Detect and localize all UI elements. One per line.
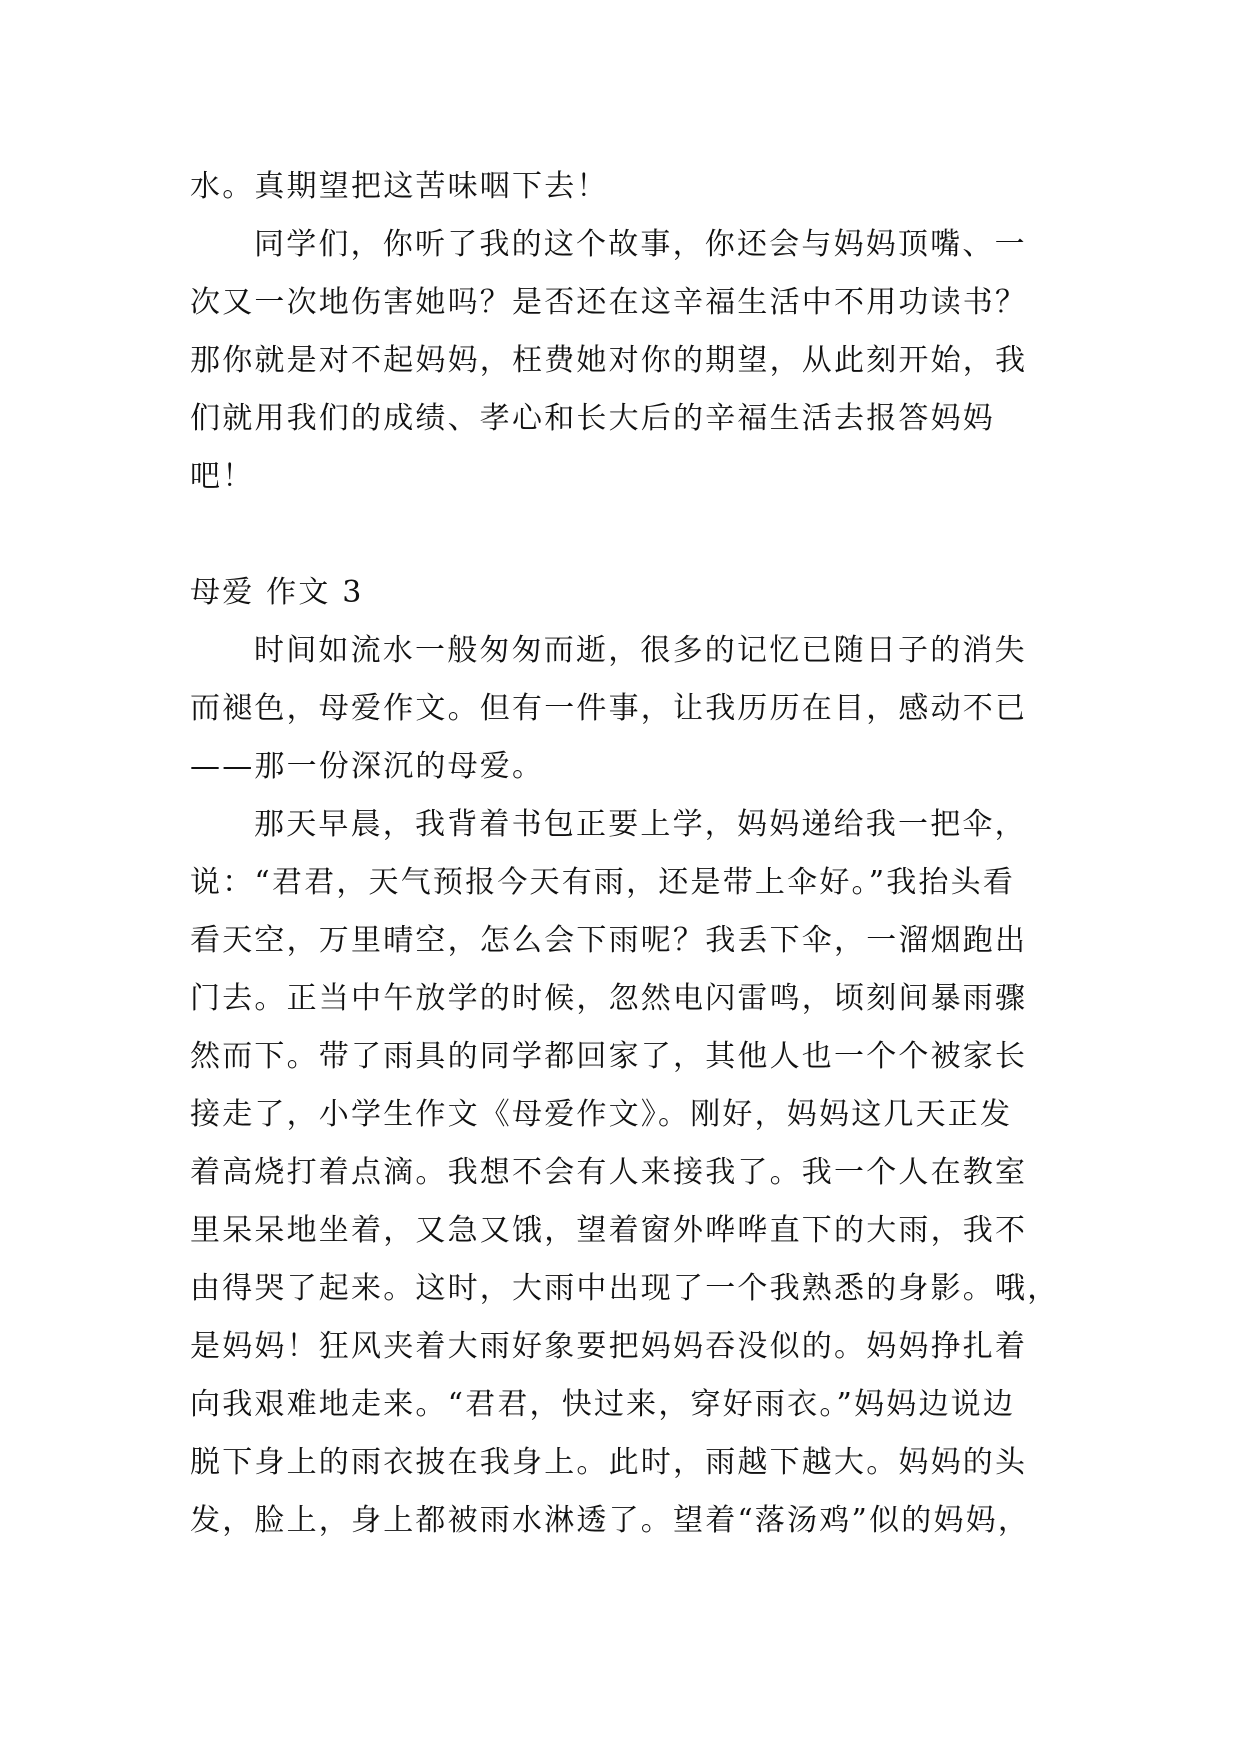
paragraph-3 (190, 622, 1090, 796)
text-line: 发，脸上，身上都被雨水淋透了。望着“落汤鸡”似的妈妈， (190, 1503, 1031, 1538)
text-line: 里呆呆地坐着，又急又饿，望着窗外哗哗直下的大雨，我不 (190, 1213, 1028, 1248)
text-line: 同学们，你听了我的这个故事，你还会与妈妈顶嘴、一 (254, 227, 1027, 262)
text-line: 次又一次地伤害她吗？是否还在这辛福生活中不用功读书？ (190, 285, 1028, 320)
text-line: 时间如流水一般匆匆而逝，很多的记忆已随日子的消失 (254, 633, 1027, 668)
text-line: 然而下。带了雨具的同学都回家了，其他人也一个个被家长 (190, 1039, 1028, 1074)
text-line: 着高烧打着点滴。我想不会有人来接我了。我一个人在教室 (190, 1155, 1028, 1190)
text-line: 水。真期望把这苦味咽下去！ (190, 169, 609, 204)
text-line: 那你就是对不起妈妈，枉费她对你的期望，从此刻开始，我 (190, 343, 1028, 378)
paragraph-gap (190, 506, 1090, 564)
text-line: 而褪色，母爱作文。但有一件事，让我历历在目，感动不已 (190, 691, 1028, 726)
paragraph-4 (190, 796, 1090, 1550)
text-line: 说：“君君，天气预报今天有雨，还是带上伞好。”我抬头看 (190, 865, 1016, 900)
text-line: 门去。正当中午放学的时候，忽然电闪雷鸣，顷刻间暴雨骤 (190, 981, 1028, 1016)
text-line: 吧！ (190, 459, 255, 494)
text-line: 看天空，万里晴空，怎么会下雨呢？我丢下伞，一溜烟跑出 (190, 923, 1028, 958)
paragraph-1 (190, 158, 1090, 216)
text-line: 脱下身上的雨衣披在我身上。此时，雨越下越大。妈妈的头 (190, 1445, 1028, 1480)
document-body (190, 158, 1090, 1550)
text-line: 向我艰难地走来。“君君，快过来，穿好雨衣。”妈妈边说边 (190, 1387, 1016, 1422)
text-line: 们就用我们的成绩、孝心和长大后的辛福生活去报答妈妈 (190, 401, 995, 436)
text-line: 是妈妈！狂风夹着大雨好象要把妈妈吞没似的。妈妈挣扎着 (190, 1329, 1028, 1364)
paragraph-2 (190, 216, 1090, 506)
text-line: ——那一份深沉的母爱。 (190, 749, 545, 784)
text-line: 由得哭了起来。这时，大雨中出现了一个我熟悉的身影。哦， (190, 1271, 1060, 1306)
text-line: 接走了，小学生作文《母爱作文》。刚好，妈妈这几天正发 (190, 1097, 1013, 1132)
text-line: 那天早晨，我背着书包正要上学，妈妈递给我一把伞， (254, 807, 1027, 842)
section-title: 母爱 作文 3 (190, 575, 364, 610)
